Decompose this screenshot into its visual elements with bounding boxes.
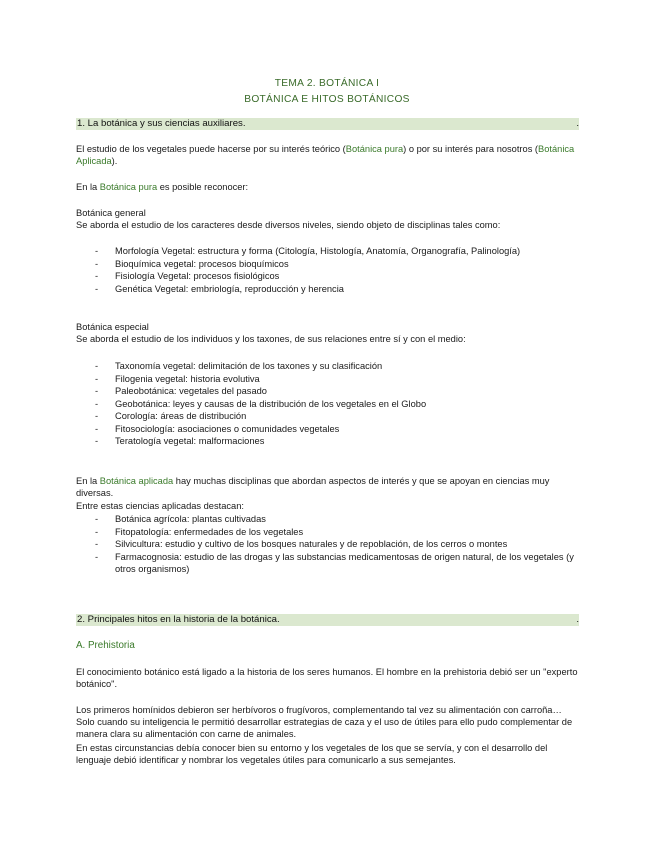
list-item bbox=[76, 398, 578, 411]
list-item bbox=[76, 410, 578, 423]
pura-line bbox=[76, 181, 578, 193]
prehistoria-paragraph-1: El conocimiento botánico está ligado a la historia de los seres humanos. El hombre en la prehistoria debió ser un "experto botánico". bbox=[76, 667, 578, 690]
list-item-text: Morfología Vegetal: estructura y forma (Citología, Histología, Anatomía, Organografía, Palinología) bbox=[115, 246, 521, 256]
botanica-pura-link: Botánica pura bbox=[345, 144, 404, 154]
list-item bbox=[76, 258, 578, 271]
list-item bbox=[76, 435, 578, 448]
list-item-text: Fisiología Vegetal: procesos fisiológicos bbox=[115, 271, 280, 281]
list-item-text: Teratología vegetal: malformaciones bbox=[115, 436, 265, 446]
section-2-heading bbox=[76, 614, 579, 626]
list-dash: - bbox=[95, 258, 99, 269]
list-dash: - bbox=[95, 551, 99, 562]
aplicada-list bbox=[76, 513, 578, 576]
especial-title: Botánica especial bbox=[76, 322, 149, 332]
list-item bbox=[76, 245, 578, 258]
list-dash: - bbox=[95, 271, 99, 281]
list-item-text: Corología: áreas de distribución bbox=[115, 411, 247, 421]
botanica-pura-term: Botánica pura bbox=[99, 182, 158, 192]
list-item-text: Paleobotánica: vegetales del pasado bbox=[115, 386, 267, 396]
general-title: Botánica general bbox=[76, 208, 146, 218]
document-subtitle: BOTÁNICA E HITOS BOTÁNICOS bbox=[244, 94, 410, 105]
list-item-text: Genética Vegetal: embriología, reproducción y herencia bbox=[115, 283, 344, 294]
list-item-text: Filogenia vegetal: historia evolutiva bbox=[115, 373, 260, 384]
especial-list bbox=[76, 360, 578, 448]
section-1-heading-tail: . bbox=[576, 118, 579, 129]
section-1-heading-text: 1. La botánica y sus ciencias auxiliares. bbox=[77, 118, 246, 129]
aplicada-text-b: hay muchas disciplinas que abordan aspectos de interés y que se apoyan en ciencias muy diversas. bbox=[76, 476, 550, 499]
section-1-heading bbox=[76, 118, 579, 130]
list-item-text: Taxonomía vegetal: delimitación de los taxones y su clasificación bbox=[115, 361, 383, 371]
list-dash: - bbox=[95, 423, 99, 434]
list-item-text: Bioquímica vegetal: procesos bioquímicos bbox=[115, 258, 289, 269]
list-item-text: Botánica agrícola: plantas cultivadas bbox=[115, 514, 266, 524]
list-item bbox=[76, 373, 578, 386]
prehistoria-paragraph-2: Los primeros homínidos debieron ser herbívoros o frugívoros, complementando tal vez su alimentación con carroña… Solo cuando su inteligencia le permitió desarrollar estrategias de caza y el uso de útiles para ello pudo complementar de manera clara su alimentación con carne de animales. bbox=[76, 705, 573, 740]
pura-text-b: es posible reconocer: bbox=[157, 182, 249, 192]
document-title: TEMA 2. BOTÁNICA I bbox=[274, 78, 380, 89]
list-item-text: Farmacognosia: estudio de las drogas y las substancias medicamentosas de origen natural, de los vegetales (y otros organismos) bbox=[115, 551, 574, 574]
botanica-aplicada-link: Botánica Aplicada bbox=[76, 144, 575, 167]
pura-text-a: En la bbox=[76, 182, 100, 192]
list-dash: - bbox=[95, 361, 99, 371]
list-dash: - bbox=[95, 283, 99, 294]
list-dash: - bbox=[95, 246, 99, 256]
general-description: Se aborda el estudio de los caracteres desde diversos niveles, siendo objeto de disciplinas tales como: bbox=[76, 220, 501, 230]
aplicada-paragraph bbox=[76, 475, 578, 499]
intro-text-c: ). bbox=[111, 156, 118, 167]
list-item bbox=[76, 538, 578, 551]
list-item bbox=[76, 360, 578, 373]
list-dash: - bbox=[95, 373, 99, 384]
intro-text-b: ) o por su interés para nosotros ( bbox=[403, 144, 539, 154]
list-dash: - bbox=[95, 436, 99, 446]
prehistoria-paragraph-3: En estas circunstancias debía conocer bien su entorno y los vegetales de los que se servía, y con el desarrollo del lenguaje debió identificar y nombrar los vegetales útiles para comunicarlo a sus semejantes. bbox=[76, 743, 548, 766]
list-item bbox=[76, 551, 578, 576]
list-item-text: Silvicultura: estudio y cultivo de los bosques naturales y de repoblación, de los cerros o montes bbox=[115, 539, 508, 549]
list-item bbox=[76, 283, 578, 296]
list-dash: - bbox=[95, 514, 99, 524]
list-item bbox=[76, 270, 578, 283]
list-item bbox=[76, 513, 578, 526]
list-item-text: Fitosociología: asociaciones o comunidades vegetales bbox=[115, 423, 340, 434]
intro-paragraph bbox=[76, 143, 578, 167]
section-2-heading-tail: . bbox=[576, 614, 579, 625]
botanica-aplicada-term: Botánica aplicada bbox=[99, 476, 174, 486]
list-item bbox=[76, 526, 578, 539]
intro-text-a: El estudio de los vegetales puede hacerse por su interés teórico ( bbox=[76, 144, 346, 154]
general-list bbox=[76, 245, 578, 295]
list-dash: - bbox=[95, 411, 99, 421]
list-item bbox=[76, 385, 578, 398]
list-dash: - bbox=[95, 539, 99, 549]
list-dash: - bbox=[95, 526, 99, 537]
aplicada-intro: Entre estas ciencias aplicadas destacan: bbox=[76, 501, 244, 511]
list-item-text: Geobotánica: leyes y causas de la distribución de los vegetales en el Globo bbox=[115, 398, 427, 409]
especial-description: Se aborda el estudio de los individuos y los taxones, de sus relaciones entre sí y con el medio: bbox=[76, 334, 466, 344]
list-item bbox=[76, 423, 578, 436]
aplicada-text-a: En la bbox=[76, 476, 100, 486]
section-2-heading-text: 2. Principales hitos en la historia de la botánica. bbox=[77, 614, 280, 625]
list-item-text: Fitopatología: enfermedades de los vegetales bbox=[115, 526, 304, 537]
list-dash: - bbox=[95, 398, 99, 409]
prehistoria-heading: A. Prehistoria bbox=[76, 640, 135, 651]
list-dash: - bbox=[95, 386, 99, 396]
